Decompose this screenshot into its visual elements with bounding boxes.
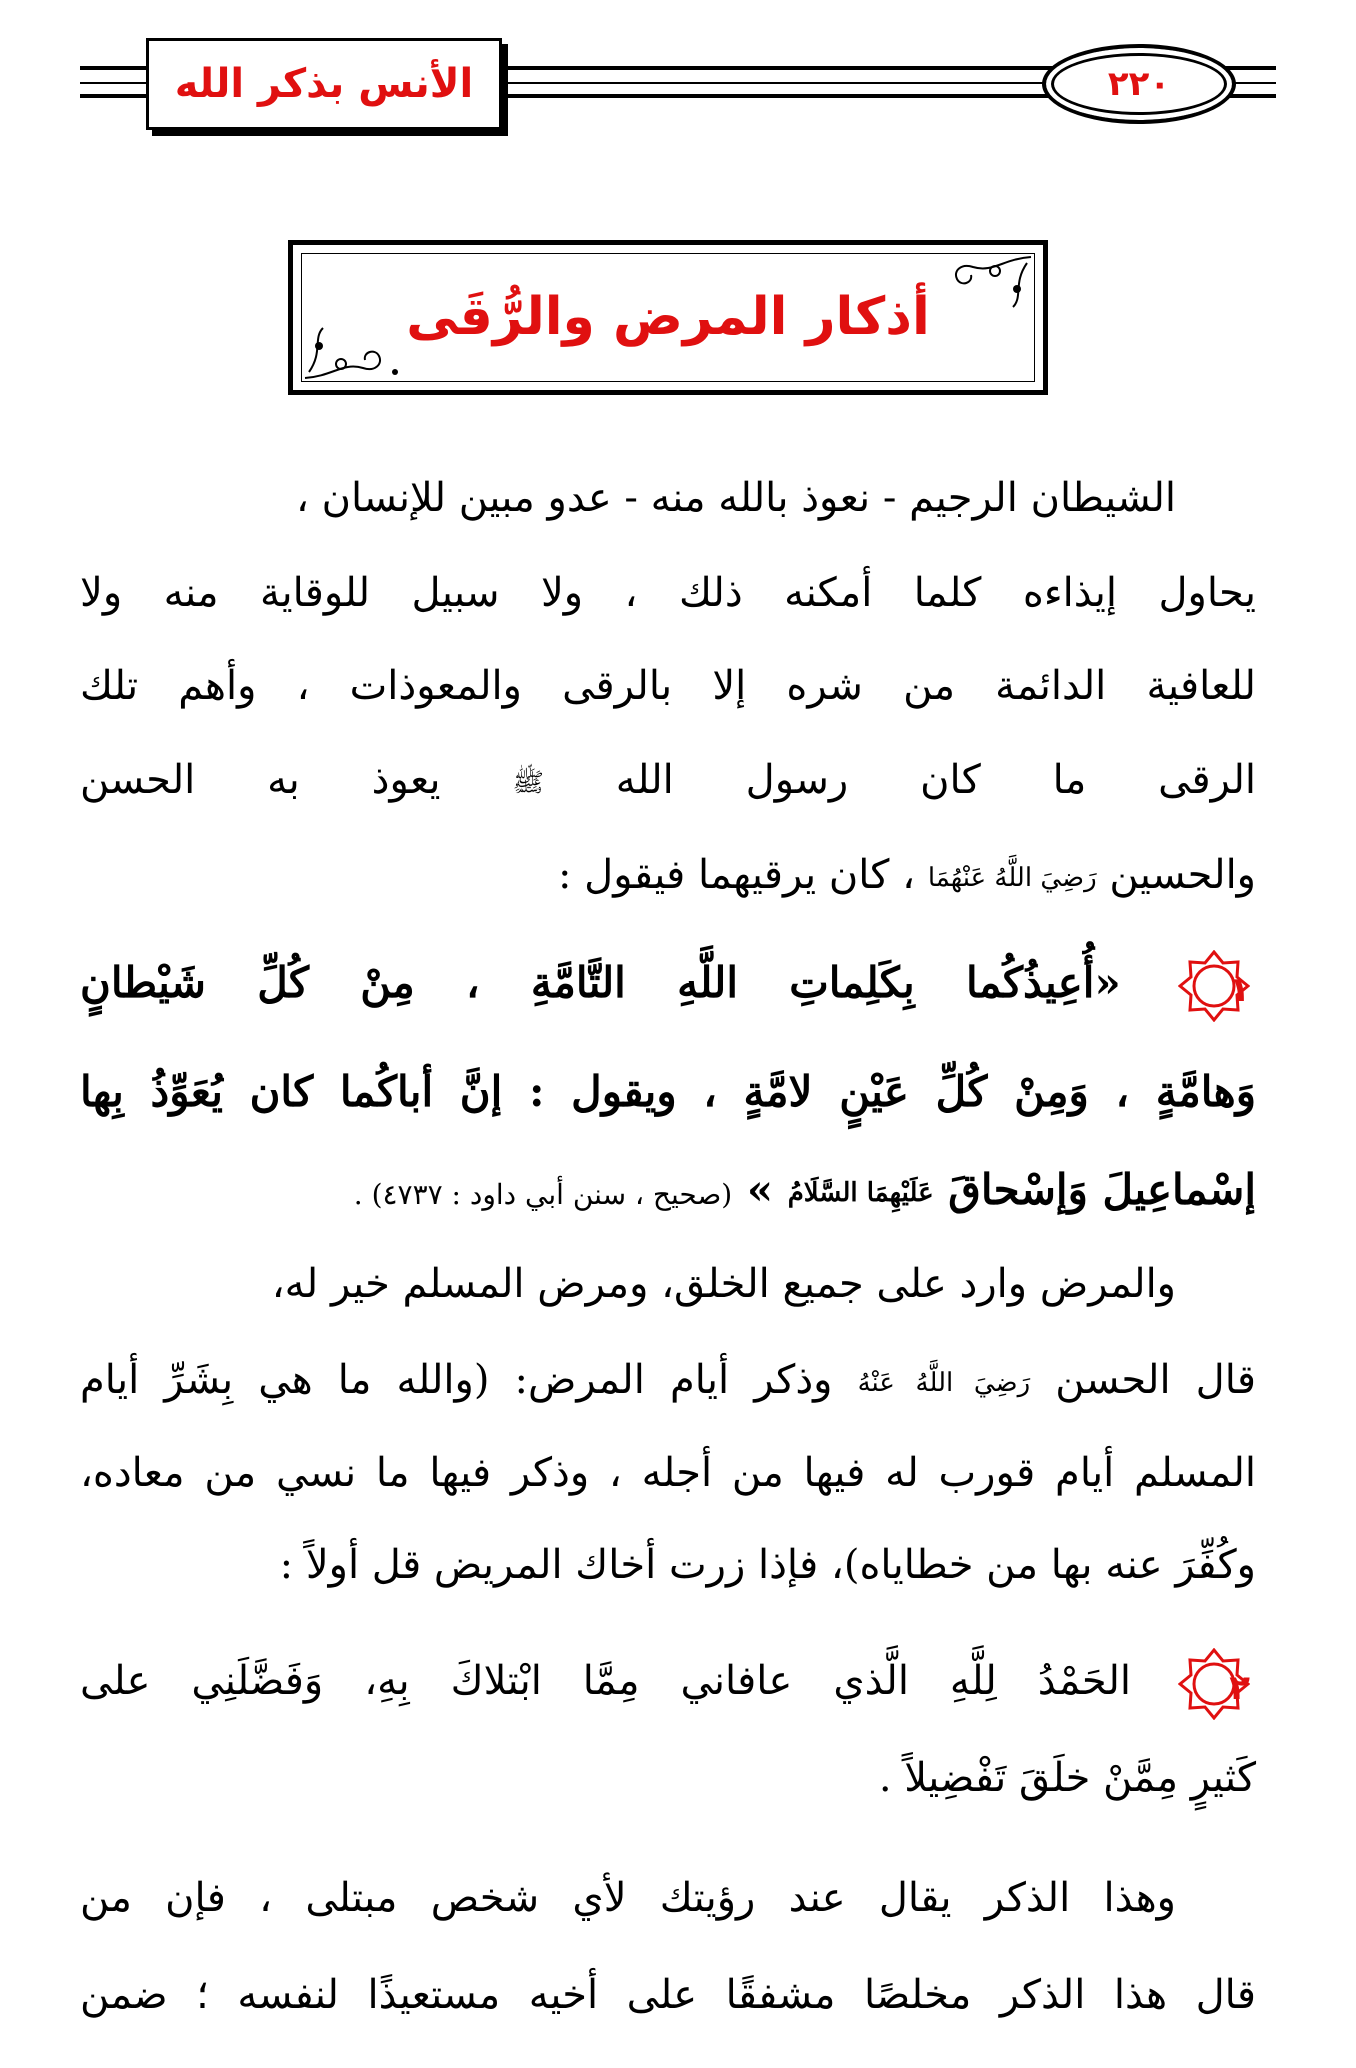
hadith-citation: (صحيح ، سنن أبي داود : ٤٧٣٧) .	[353, 1178, 733, 1211]
dua-item-1: ١ «أُعِيذُكُما بِكَلِماتِ اللَّهِ التَّامَّةِ ، مِنْ كُلِّ شَيْطانٍ	[80, 950, 1256, 1022]
text-line: يحاول إيذاءه كلما أمكنه ذلك ، ولا سبيل للوقاية منه ولا	[80, 570, 1256, 616]
chapter-title-box	[288, 240, 1048, 395]
radiallahu-honorific: رَضِيَ اللَّهُ عَنْهُ	[857, 1368, 1031, 1398]
page-number: ٢٢٠	[1107, 64, 1171, 104]
text-line: وهذا الذكر يقال عند رؤيتك لأي شخص مبتلى ، فإن من	[80, 1875, 1176, 1921]
text-line: وَهامَّةٍ ، وَمِنْ كُلِّ عَيْنٍ لامَّةٍ ، ويقول : إنَّ أباكُما كان يُعَوِّذُ بِها	[80, 1067, 1256, 1116]
text-line: وكُفِّرَ عنه بها من خطاياه)، فإذا زرت أخاك المريض قل أولاً :	[279, 1542, 1256, 1588]
book-title-box	[146, 38, 502, 130]
salawat-honorific: ﷺ	[512, 768, 544, 798]
alayhima-salam-honorific: عَلَيْهِمَا السَّلَامُ	[787, 1178, 934, 1208]
book-title: الأنس بذكر الله	[174, 61, 474, 107]
text-line: والمرض وارد على جميع الخلق، ومرض المسلم خير له،	[271, 1261, 1176, 1307]
page-number-oval	[1042, 44, 1236, 124]
text-line: الشيطان الرجيم - نعوذ بالله منه - عدو مبين للإنسان ،	[296, 475, 1176, 521]
item-number-badge: ٢	[1178, 1648, 1250, 1720]
chapter-title: أذكار المرض والرُّقَى	[406, 287, 930, 347]
item-number-badge: ١	[1178, 950, 1250, 1022]
text-line: المسلم أيام قورب له فيها من أجله ، وذكر فيها ما نسي من معاده،	[80, 1450, 1256, 1496]
text-line: إسْماعِيلَ وَإسْحاقَ عَلَيْهِمَا السَّلَامُ » (صحيح ، سنن أبي داود : ٤٧٣٧) .	[353, 1165, 1256, 1214]
text-line: قال هذا الذكر مخلصًا مشفقًا على أخيه مستعيذًا لنفسه ؛ ضمن	[80, 1972, 1256, 2018]
text-line: والحسين رَضِيَ اللَّهُ عَنْهُمَا ، كان يرقيهما فيقول :	[557, 852, 1256, 898]
text-line: الرقى ما كان رسول الله ﷺ يعوذ به الحسن	[80, 757, 1256, 803]
text-line: قال الحسن رَضِيَ اللَّهُ عَنْهُ وذكر أيام المرض: (والله ما هي بِشَرِّ أيام	[80, 1357, 1257, 1403]
text-line: كَثيرٍ مِمَّنْ خلَقَ تَفْضِيلاً .	[878, 1755, 1256, 1801]
radiallahu-honorific: رَضِيَ اللَّهُ عَنْهُمَا	[927, 863, 1097, 893]
dua-item-2: ٢ الحَمْدُ لِلَّهِ الَّذي عافاني مِمَّا ابْتلاكَ بِهِ، وَفَضَّلَنِي على	[80, 1648, 1256, 1720]
text-line: للعافية الدائمة من شره إلا بالرقى والمعوذات ، وأهم تلك	[80, 663, 1256, 709]
